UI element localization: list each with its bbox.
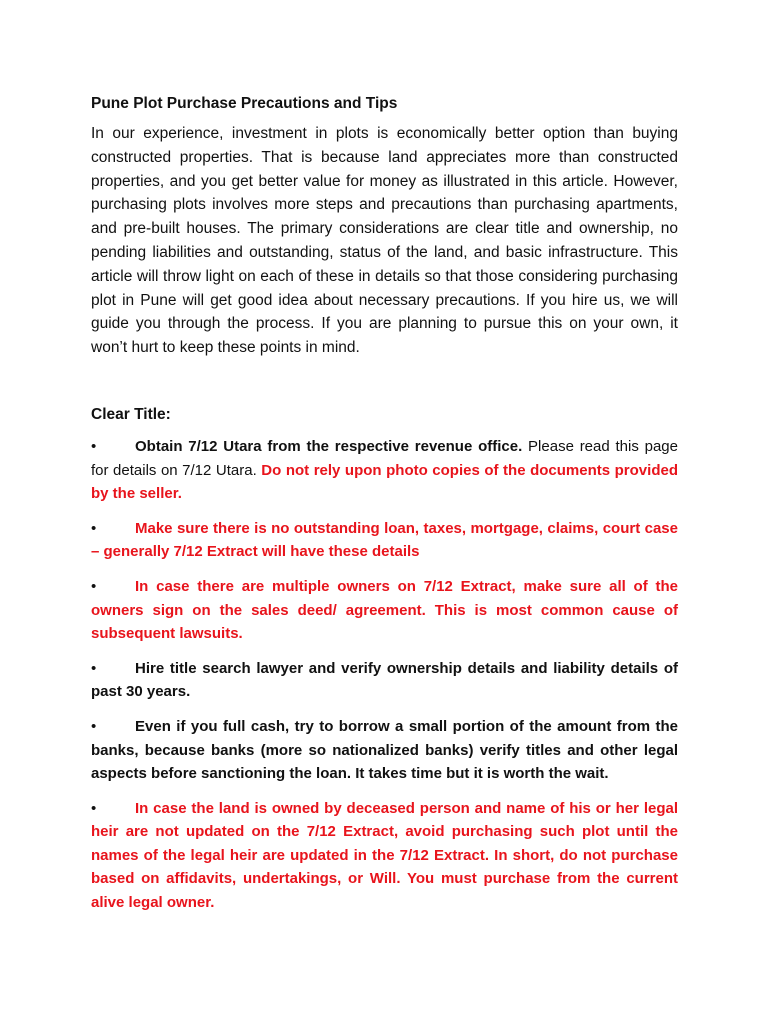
section-title-clear-title: Clear Title: xyxy=(91,405,171,423)
bullet-icon: • xyxy=(91,577,97,595)
item-red-text: Make sure there is no outstanding loan, taxes, mortgage, claims, court case – generally 7/12 Extract will have these details xyxy=(91,519,678,561)
item-normal-text: Please read this page for details on 7/12 Utara. xyxy=(91,437,678,479)
precaution-item-5 xyxy=(91,715,678,786)
item-bold-text: Even if you full cash, try to borrow a small portion of the amount from the banks, because banks (more so nationalized banks) verify titles and other legal aspects before sanctioning the loan. It takes time but it is worth the wait. xyxy=(91,717,678,783)
precaution-list xyxy=(91,435,678,915)
item-red-text: In case the land is owned by deceased person and name of his or her legal heir are not updated on the 7/12 Extract, avoid purchasing such plot until the names of the legal heir are updated in the 7/12 Extract. In short, do not purchase based on affidavits, undertakings, or Will. You must purchase from the current alive legal owner. xyxy=(91,799,678,912)
item-red-text: Do not rely upon photo copies of the documents provided by the seller. xyxy=(91,461,678,503)
precaution-item-4 xyxy=(91,657,678,704)
precaution-item-3 xyxy=(91,575,678,646)
item-bold-text: Hire title search lawyer and verify ownership details and liability details of past 30 years. xyxy=(91,659,678,701)
item-bold-text: Obtain 7/12 Utara from the respective revenue office. xyxy=(135,437,523,455)
item-red-text: In case there are multiple owners on 7/12 Extract, make sure all of the owners sign on the sales deed/ agreement. This is most common cause of subsequent lawsuits. xyxy=(91,577,678,643)
bullet-icon: • xyxy=(91,659,97,677)
precaution-item-1 xyxy=(91,435,678,506)
intro-paragraph: In our experience, investment in plots is economically better option than buying constructed properties. That is because land appreciates more than constructed properties, and you get better value for money as illustrated in this article. However, purchasing plots involves more steps and precautions than purchasing apartments, and pre-built houses. The primary considerations are clear title and ownership, no pending liabilities and outstanding, status of the land, and basic infrastructure. This article will throw light on each of these in details so that those considering purchasing plot in Pune will get good idea about necessary precautions. If you hire us, we will guide you through the process. If you are planning to pursue this on your own, it won’t hurt to keep these points in mind. xyxy=(91,125,678,357)
bullet-icon: • xyxy=(91,437,97,455)
bullet-icon: • xyxy=(91,799,97,817)
precaution-item-6 xyxy=(91,797,678,915)
precaution-item-2 xyxy=(91,517,678,564)
bullet-icon: • xyxy=(91,717,97,735)
document-title: Pune Plot Purchase Precautions and Tips xyxy=(91,95,398,112)
bullet-icon: • xyxy=(91,519,97,537)
